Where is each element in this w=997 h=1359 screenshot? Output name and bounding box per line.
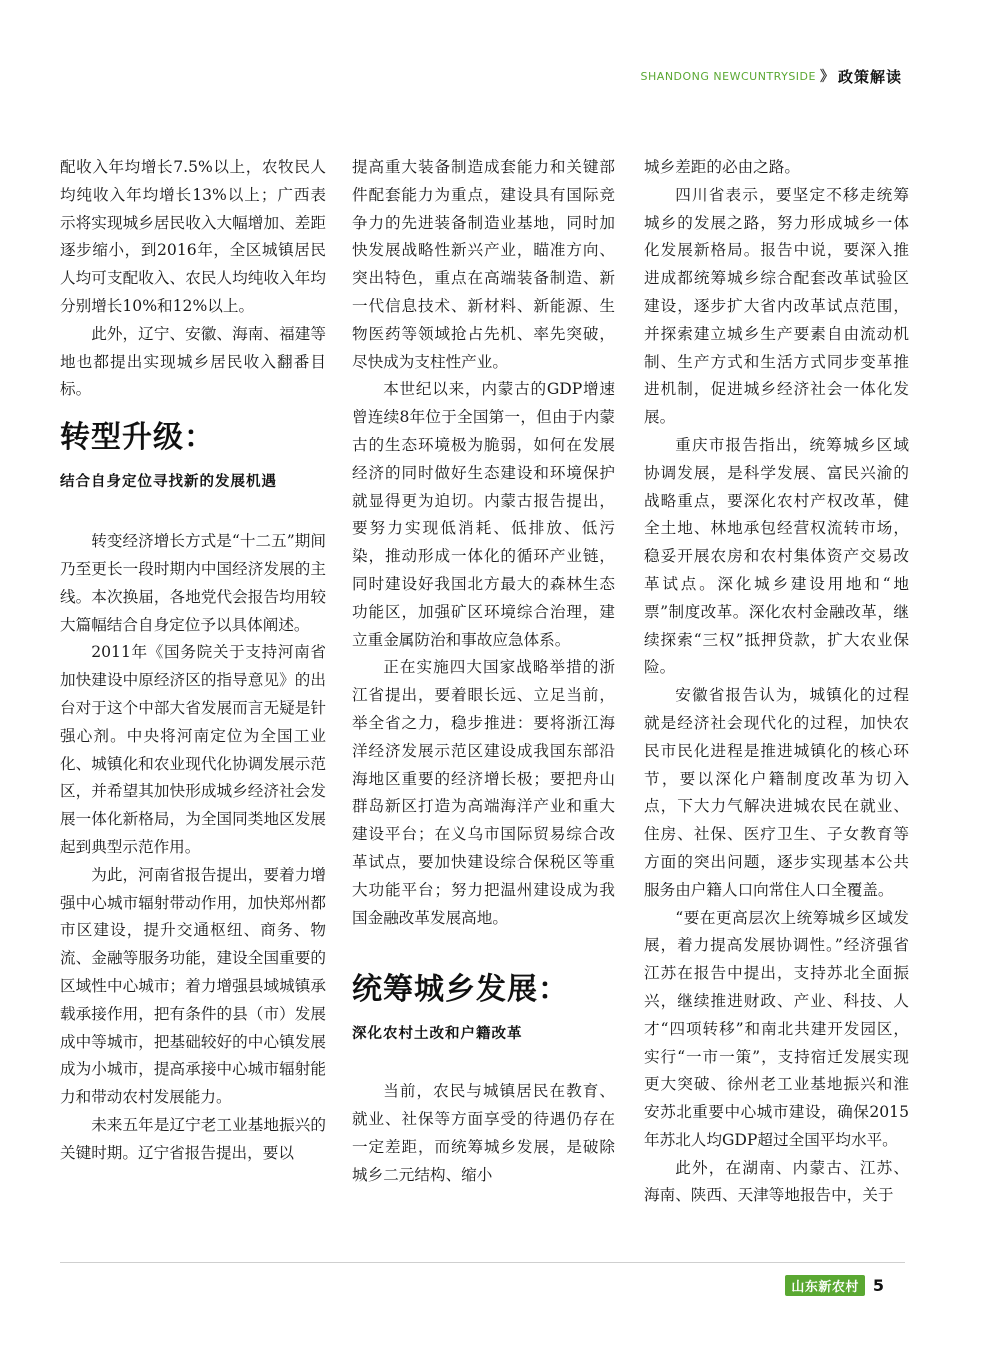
column-2 <box>352 154 615 1190</box>
column-3 <box>644 154 909 1210</box>
paragraph: 此外，在湖南、内蒙古、江苏、海南、陕西、天津等地报告中，关于 <box>644 1158 909 1205</box>
paragraph: 配收入年均增长7.5%以上，农牧民人均纯收入年均增长13%以上；广西表示将实现城乡居民收入大幅增加、差距逐步缩小，到2016年，全区城镇居民人均可支配收入、农民人均纯收入年均分别增长10%和12%以上。 <box>60 158 326 315</box>
page-number: 5 <box>872 1276 884 1295</box>
section-heading: 统筹城乡发展： <box>352 972 569 1008</box>
paragraph: 未来五年是辽宁老工业基地振兴的关键时期。辽宁省报告提出，要以 <box>60 1115 326 1162</box>
paragraph: 2011年《国务院关于支持河南省加快建设中原经济区的指导意见》的出台对于这个中部大省发展而言无疑是针强心剂。中央将河南定位为全国工业化、城镇化和农业现代化协调发展示范区，并希望其加快形成城乡经济社会发展一体化新格局，为全国同类地区发展起到典型示范作用。 <box>60 643 326 856</box>
paragraph: 安徽省报告认为，城镇化的过程就是经济社会现代化的过程，加快农民市民化进程是推进城镇化的核心环节，要以深化户籍制度改革为切入点，下大力气解决进城农民在就业、住房、社保、医疗卫生、子女教育等方面的突出问题，逐步实现基本公共服务由户籍人口向常住人口全覆盖。 <box>644 686 909 899</box>
section-subheading: 结合自身定位寻找新的发展机遇 <box>60 474 277 491</box>
paragraph: 正在实施四大国家战略举措的浙江省提出，要着眼长远、立足当前，举全省之力，稳步推进：要将浙江海洋经济发展示范区建设成我国东部沿海地区重要的经济增长极；要把舟山群岛新区打造为高端海洋产业和重大建设平台；在义乌市国际贸易综合改革试点，要加快建设综合保税区等重大功能平台；努力把温州建设成为我国金融改革发展高地。 <box>352 658 615 927</box>
header-separator: 》 <box>819 69 834 85</box>
section-subheading: 深化农村土改和户籍改革 <box>352 1026 523 1043</box>
paragraph: 为此，河南省报告提出，要着力增强中心城市辐射带动作用，加快郑州都市区建设，提升交通枢纽、商务、物流、金融等服务功能，建设全国重要的区域性中心城市；着力增强县域城镇承载承接作用，把有条件的县（市）发展成中等城市，把基础较好的中心镇发展成为小城市，提高承接中心城市辐射能力和带动农村发展能力。 <box>60 865 326 1107</box>
magazine-logo: 山东新农村 <box>785 1275 865 1296</box>
footer-divider <box>60 1262 905 1263</box>
paragraph: 重庆市报告指出，统筹城乡区域协调发展，是科学发展、富民兴渝的战略重点，要深化农村产权改革，健全土地、林地承包经营权流转市场，稳妥开展农房和农村集体资产交易改革试点。深化城乡建设用地和“地票”制度改革。深化农村金融改革，继续探索“三权”抵押贷款，扩大农业保险。 <box>644 435 909 677</box>
paragraph: 转变经济增长方式是“十二五”期间乃至更长一段时期内中国经济发展的主线。本次换届，各地党代会报告均用较大篇幅结合自身定位予以具体阐述。 <box>60 532 326 634</box>
magazine-english-name: SHANDONG NEWCUNTRYSIDE <box>640 69 816 83</box>
paragraph: 城乡差距的必由之路。 <box>644 158 800 176</box>
section-heading: 转型升级： <box>60 420 215 456</box>
column-1 <box>60 154 326 1168</box>
paragraph: 本世纪以来，内蒙古的GDP增速曾连续8年位于全国第一，但由于内蒙古的生态环境极为脆弱，如何在发展经济的同时做好生态建设和环境保护就显得更为迫切。内蒙古报告提出，要努力实现低消耗、低排放、低污染，推动形成一体化的循环产业链，同时建设好我国北方最大的森林生态功能区，加强矿区环境综合治理，建立重金属防治和事故应急体系。 <box>352 380 615 649</box>
paragraph: 当前，农民与城镇居民在教育、就业、社保等方面享受的待遇仍存在一定差距，而统筹城乡发展，是破除城乡二元结构、缩小 <box>352 1082 615 1184</box>
paragraph: 此外，辽宁、安徽、海南、福建等地也都提出实现城乡居民收入翻番目标。 <box>60 324 326 399</box>
page-header <box>641 66 902 86</box>
section-title: 政策解读 <box>837 67 902 86</box>
paragraph: “要在更高层次上统筹城乡区域发展，着力提高发展协调性。”经济强省江苏在报告中提出，支持苏北全面振兴，继续推进财政、产业、科技、人才“四项转移”和南北共建开发园区，实行“一市一策”，支持宿迁发展实现更大突破、徐州老工业基地振兴和淮安苏北重要中心城市建设，确保2015年苏北人均GDP超过全国平均水平。 <box>644 908 909 1149</box>
paragraph: 提高重大装备制造成套能力和关键部件配套能力为重点，建设具有国际竞争力的先进装备制造业基地，同时加快发展战略性新兴产业，瞄准方向、突出特色，重点在高端装备制造、新一代信息技术、新材料、新能源、生物医药等领域抢占先机、率先突破，尽快成为支柱性产业。 <box>352 158 615 371</box>
paragraph: 四川省表示，要坚定不移走统筹城乡的发展之路，努力形成城乡一体化发展新格局。报告中说，要深入推进成都统筹城乡综合配套改革试验区建设，逐步扩大省内改革试点范围，并探索建立城乡生产要素自由流动机制、生产方式和生活方式同步变革推进机制，促进城乡经济社会一体化发展。 <box>644 185 909 427</box>
page-footer <box>785 1275 884 1296</box>
